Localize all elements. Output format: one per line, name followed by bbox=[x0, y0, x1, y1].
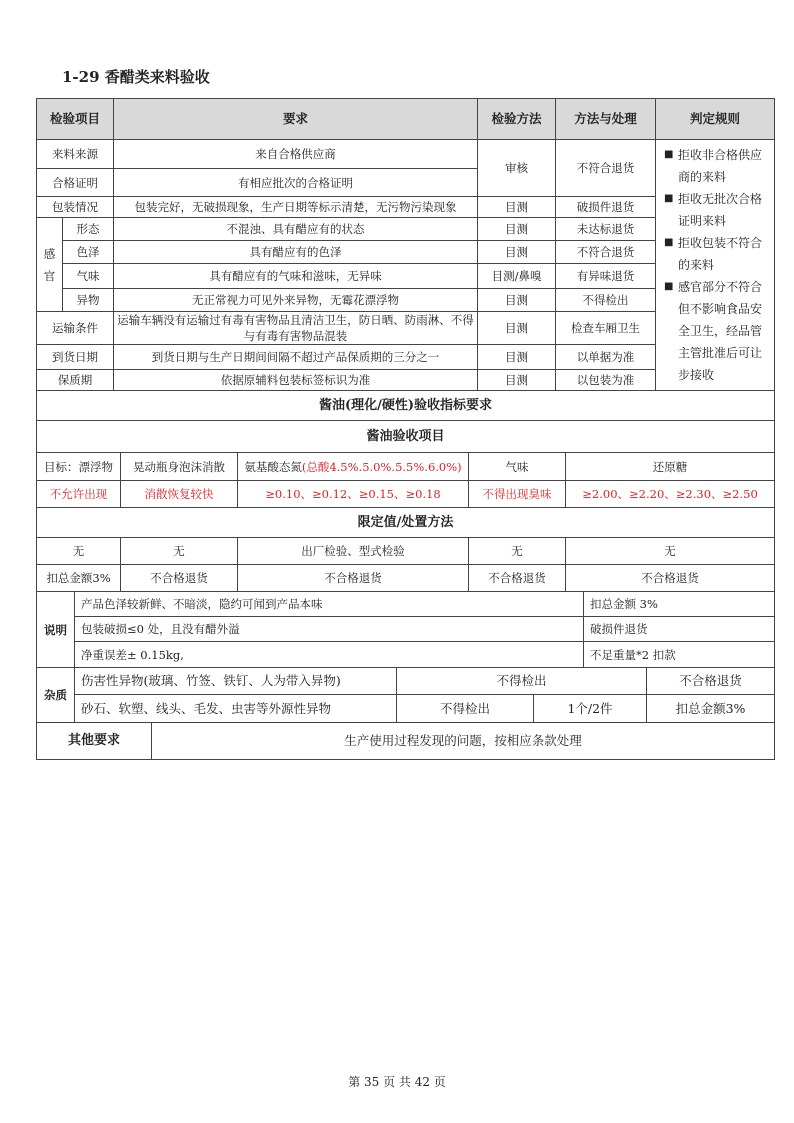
table-row bbox=[37, 668, 775, 695]
value-sugar: ≥2.00、≥2.20、≥2.30、≥2.50 bbox=[566, 481, 775, 508]
rule-item: ■ 感官部分不符合但不影响食品安全卫生，经品管主管批准后可让步接收 bbox=[664, 276, 770, 386]
section-row bbox=[37, 421, 775, 453]
table-row bbox=[37, 617, 775, 642]
row-handling: 以包装为准 bbox=[556, 370, 656, 391]
row-handling: 有异味退货 bbox=[556, 264, 656, 289]
row-method: 目测 bbox=[478, 289, 556, 312]
limit-cell: 不合格退货 bbox=[121, 565, 238, 592]
row-handling: 检查车厢卫生 bbox=[556, 312, 656, 345]
rule-item: ■ 拒收包装不符合的来料 bbox=[664, 232, 770, 276]
row-method: 目测 bbox=[478, 370, 556, 391]
limit-cell: 无 bbox=[37, 538, 121, 565]
row-item: 来料来源 bbox=[37, 140, 114, 169]
row-item: 合格证明 bbox=[37, 169, 114, 197]
row-handling: 不符合退货 bbox=[556, 140, 656, 197]
impurity-action: 扣总金额3% bbox=[647, 695, 775, 723]
table-row bbox=[37, 453, 775, 481]
limit-cell: 出厂检验、型式检验 bbox=[238, 538, 469, 565]
row-handling: 不得检出 bbox=[556, 289, 656, 312]
header-method: 检验方法 bbox=[478, 99, 556, 140]
explanation-action: 不足重量*2 扣款 bbox=[584, 642, 775, 668]
row-method: 审核 bbox=[478, 140, 556, 197]
rule-item: ■ 拒收非合格供应商的来料 bbox=[664, 144, 770, 188]
value-amino: ≥0.10、≥0.12、≥0.15、≥0.18 bbox=[238, 481, 469, 508]
impurity-text: 砂石、软塑、线头、毛发、虫害等外源性异物 bbox=[75, 695, 397, 723]
inspection-table bbox=[36, 98, 775, 391]
table-row bbox=[37, 140, 775, 169]
table-header-row bbox=[37, 99, 775, 140]
square-bullet-icon: ■ bbox=[664, 193, 674, 204]
limit-cell: 无 bbox=[121, 538, 238, 565]
value-float: 不允许出现 bbox=[37, 481, 121, 508]
row-requirement: 包装完好，无破损现象，生产日期等标示清楚，无污物污染现象 bbox=[114, 197, 478, 218]
table-row bbox=[37, 538, 775, 565]
row-method: 目测 bbox=[478, 241, 556, 264]
row-requirement: 有相应批次的合格证明 bbox=[114, 169, 478, 197]
section-row bbox=[37, 391, 775, 421]
inspection-frame bbox=[36, 98, 774, 760]
page-footer: 第 35 页 共 42 页 bbox=[348, 1075, 446, 1089]
page-title: 1-29 香醋类来料验收 bbox=[62, 68, 210, 86]
impurity-action: 不合格退货 bbox=[647, 668, 775, 695]
row-method: 目测 bbox=[478, 218, 556, 241]
sensory-label: 感官 bbox=[37, 218, 63, 312]
square-bullet-icon: ■ bbox=[664, 237, 674, 248]
header-rule: 判定规则 bbox=[656, 99, 775, 140]
row-item: 包装情况 bbox=[37, 197, 114, 218]
rule-item: ■ 拒收无批次合格证明来料 bbox=[664, 188, 770, 232]
target-sugar: 还原糖 bbox=[566, 453, 775, 481]
limit-cell: 不合格退货 bbox=[566, 565, 775, 592]
soy-indicator-table bbox=[36, 390, 775, 592]
table-row bbox=[37, 642, 775, 668]
limit-section-title: 限定值/处置方法 bbox=[37, 508, 775, 538]
value-smell: 不得出现臭味 bbox=[469, 481, 566, 508]
header-item: 检验项目 bbox=[37, 99, 114, 140]
table-row bbox=[37, 481, 775, 508]
row-item: 到货日期 bbox=[37, 345, 114, 370]
table-row bbox=[37, 565, 775, 592]
row-method: 目测 bbox=[478, 197, 556, 218]
explanation-text: 产品色泽较新鲜、不暗淡，隐约可闻到产品本味 bbox=[75, 592, 584, 617]
row-item: 形态 bbox=[63, 218, 114, 241]
impurity-limit: 不得检出 bbox=[397, 695, 534, 723]
row-requirement: 不混浊、具有醋应有的状态 bbox=[114, 218, 478, 241]
limit-cell: 不合格退货 bbox=[469, 565, 566, 592]
header-requirement: 要求 bbox=[114, 99, 478, 140]
limit-cell: 扣总金额3% bbox=[37, 565, 121, 592]
explanation-action: 扣总金额 3% bbox=[584, 592, 775, 617]
other-table bbox=[36, 722, 775, 760]
row-requirement: 到货日期与生产日期间间隔不超过产品保质期的三分之一 bbox=[114, 345, 478, 370]
section-row bbox=[37, 508, 775, 538]
row-handling: 破损件退货 bbox=[556, 197, 656, 218]
other-label: 其他要求 bbox=[37, 723, 152, 760]
row-requirement: 运输车辆没有运输过有毒有害物品且清洁卫生，防日晒、防雨淋、不得与有毒有害物品混装 bbox=[114, 312, 478, 345]
table-row bbox=[37, 592, 775, 617]
row-requirement: 具有醋应有的色泽 bbox=[114, 241, 478, 264]
impurity-table bbox=[36, 667, 775, 723]
header-handling: 方法与处理 bbox=[556, 99, 656, 140]
target-shake: 晃动瓶身泡沫消散 bbox=[121, 453, 238, 481]
explanation-text: 净重误差± 0.15kg, bbox=[75, 642, 584, 668]
row-item: 异物 bbox=[63, 289, 114, 312]
limit-cell: 无 bbox=[469, 538, 566, 565]
square-bullet-icon: ■ bbox=[664, 149, 674, 160]
row-requirement: 无正常视力可见外来异物，无霉花漂浮物 bbox=[114, 289, 478, 312]
explanation-text: 包装破损≤0 处，且没有醋外溢 bbox=[75, 617, 584, 642]
row-item: 保质期 bbox=[37, 370, 114, 391]
impurity-text: 伤害性异物(玻璃、竹签、铁钉、人为带入异物) bbox=[75, 668, 397, 695]
other-text: 生产使用过程发现的问题，按相应条款处理 bbox=[152, 723, 775, 760]
impurity-count: 1个/2件 bbox=[534, 695, 647, 723]
explanation-table bbox=[36, 591, 775, 668]
row-method: 目测 bbox=[478, 345, 556, 370]
soy-section-title: 酱油(理化/硬性)验收指标要求 bbox=[37, 391, 775, 421]
row-item: 运输条件 bbox=[37, 312, 114, 345]
value-shake: 消散恢复较快 bbox=[121, 481, 238, 508]
row-requirement: 依据原辅料包装标签标识为准 bbox=[114, 370, 478, 391]
table-row bbox=[37, 695, 775, 723]
table-row bbox=[37, 723, 775, 760]
row-handling: 不符合退货 bbox=[556, 241, 656, 264]
target-smell: 气味 bbox=[469, 453, 566, 481]
impurity-limit: 不得检出 bbox=[397, 668, 647, 695]
row-item: 气味 bbox=[63, 264, 114, 289]
impurity-label: 杂质 bbox=[37, 668, 75, 723]
soy-items-title: 酱油验收项目 bbox=[37, 421, 775, 453]
square-bullet-icon: ■ bbox=[664, 281, 674, 292]
explanation-label: 说明 bbox=[37, 592, 75, 668]
limit-cell: 无 bbox=[566, 538, 775, 565]
row-method: 目测 bbox=[478, 312, 556, 345]
row-item: 色泽 bbox=[63, 241, 114, 264]
target-amino: 氨基酸态氮(总酸4.5%.5.0%.5.5%.6.0%) bbox=[238, 453, 469, 481]
row-handling: 以单据为准 bbox=[556, 345, 656, 370]
row-requirement: 来自合格供应商 bbox=[114, 140, 478, 169]
limit-cell: 不合格退货 bbox=[238, 565, 469, 592]
row-handling: 未达标退货 bbox=[556, 218, 656, 241]
row-requirement: 具有醋应有的气味和滋味，无异味 bbox=[114, 264, 478, 289]
row-method: 目测/鼻嗅 bbox=[478, 264, 556, 289]
explanation-action: 破损件退货 bbox=[584, 617, 775, 642]
target-label: 目标：漂浮物 bbox=[37, 453, 121, 481]
judgement-rules bbox=[656, 140, 775, 391]
